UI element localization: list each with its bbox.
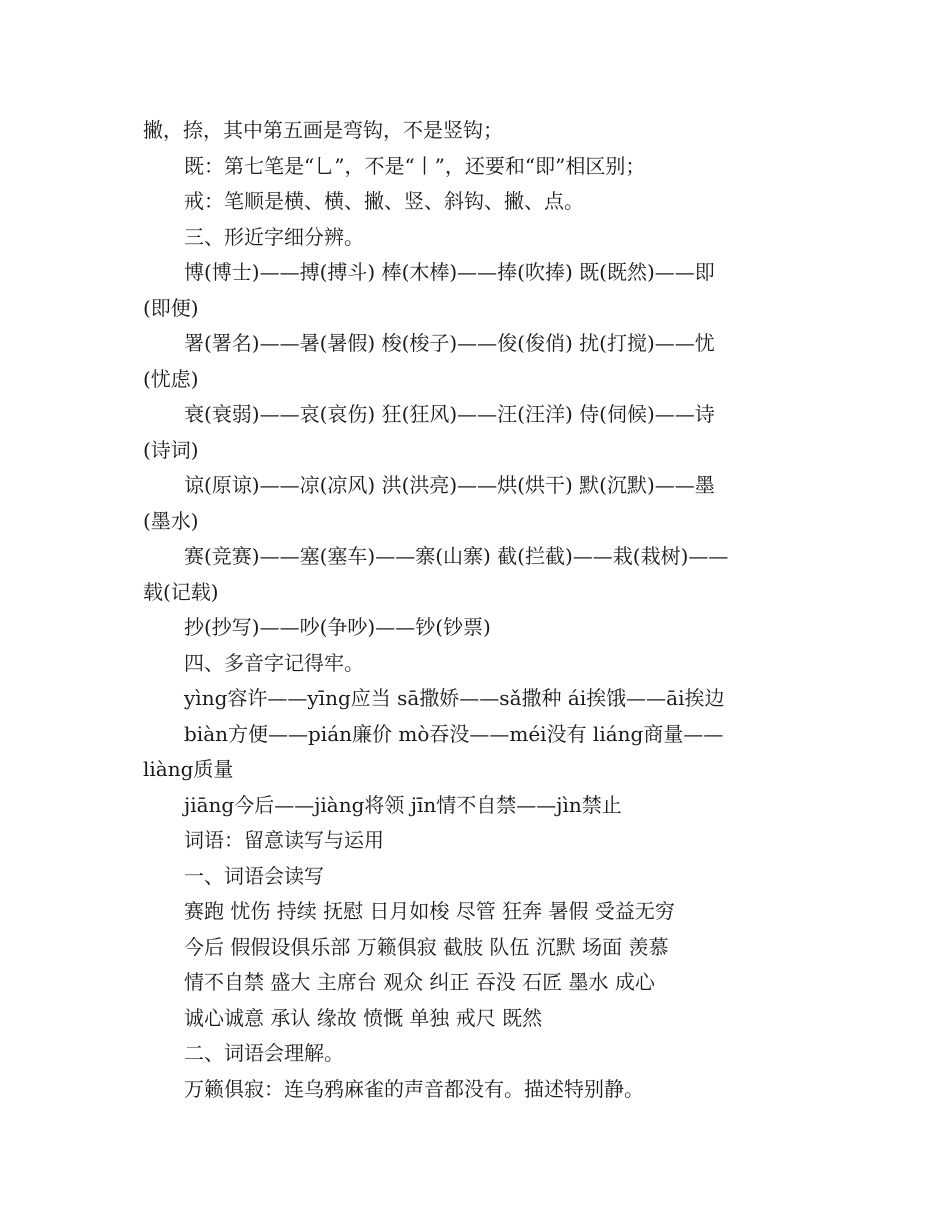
text-line: 赛跑 忧伤 持续 抚慰 日月如梭 尽管 狂奔 暑假 受益无穷 (184, 899, 675, 923)
text-line: yìng容许——yīng应当 sā撒娇——sǎ撒种 ái挨饿——āi挨边 (184, 686, 725, 710)
text-line: 署(署名)——暑(暑假) 梭(梭子)——俊(俊俏) 扰(打搅)——忧 (184, 331, 715, 355)
text-line: 一、词语会读写 (184, 863, 324, 888)
text-line: (墨水) (143, 508, 199, 533)
text-line: liàng质量 (143, 757, 234, 781)
text-line: 博(博士)——搏(搏斗) 棒(木棒)——捧(吹捧) 既(既然)——即 (184, 260, 715, 284)
document-body (143, 113, 811, 1107)
text-line: 今后 假假设俱乐部 万籁俱寂 截肢 队伍 沉默 场面 羡慕 (184, 934, 669, 959)
text-line: jiāng今后——jiàng将领 jīn情不自禁——jìn禁止 (184, 792, 622, 817)
text-line: 谅(原谅)——凉(凉风) 洪(洪亮)——烘(烘干) 默(沉默)——墨 (184, 473, 715, 497)
text-line: 既：第七笔是“乚”，不是“丨”，还要和“即”相区别； (184, 153, 646, 178)
text-line: (忧虑) (143, 366, 199, 391)
text-line: 撇，捺，其中第五画是弯钩，不是竖钩； (143, 118, 503, 142)
text-line: (诗词) (143, 437, 199, 462)
text-line: 戒：笔顺是横、横、撇、竖、斜钩、撇、点。 (184, 189, 584, 213)
text-line: 诚心诚意 承认 缘故 愤慨 单独 戒尺 既然 (184, 1005, 543, 1030)
text-line: 词语：留意读写与运用 (184, 828, 384, 852)
text-line: (即便) (143, 295, 199, 320)
text-line: 衰(衰弱)——哀(哀伤) 狂(狂风)——汪(汪洋) 侍(伺候)——诗 (184, 402, 715, 426)
text-line: 载(记载) (143, 579, 219, 604)
text-line: 二、词语会理解。 (184, 1041, 344, 1065)
text-line: 万籁俱寂：连乌鸦麻雀的声音都没有。描述特别静。 (184, 1076, 644, 1101)
text-line: 三、形近字细分辨。 (184, 224, 364, 249)
text-line: biàn方便——pián廉价 mò吞没——méi没有 liáng商量—— (184, 721, 724, 746)
text-line: 情不自禁 盛大 主席台 观众 纠正 吞没 石匠 墨水 成心 (184, 970, 655, 994)
text-line: 四、多音字记得牢。 (184, 650, 364, 675)
text-line: 抄(抄写)——吵(争吵)——钞(钞票) (184, 615, 491, 639)
text-line: 赛(竞赛)——塞(塞车)——寨(山寨) 截(拦截)——栽(栽树)—— (184, 544, 729, 568)
